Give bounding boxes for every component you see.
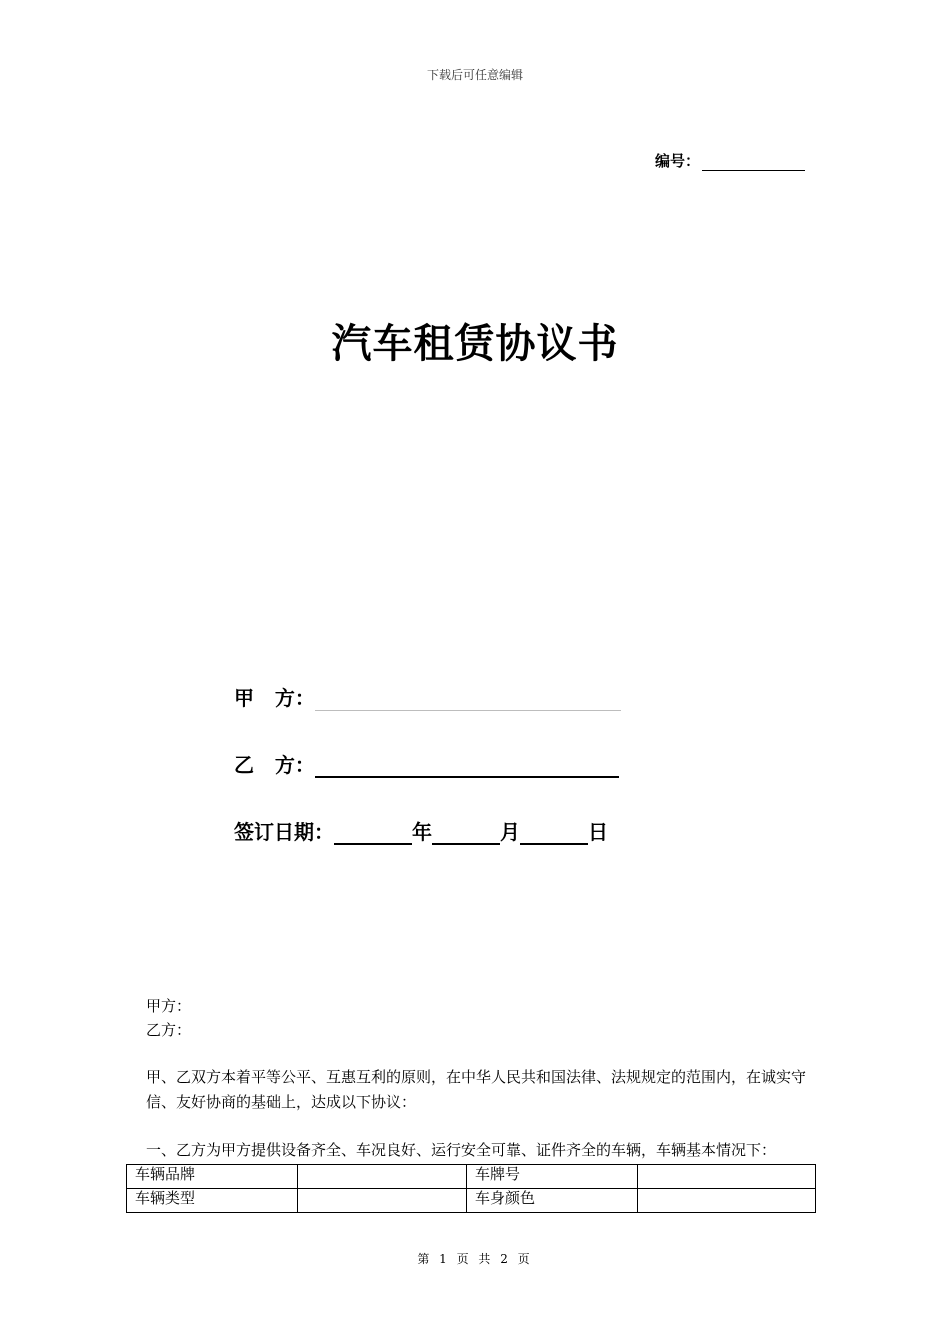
- cover-party-b: [234, 749, 619, 778]
- doc-number: [655, 150, 805, 171]
- cover-party-b-label: 乙 方：: [234, 753, 315, 777]
- sign-date-label: 签订日期：: [234, 820, 334, 844]
- body-party-b: 乙方：: [146, 1021, 192, 1039]
- table-cell: 车牌号: [467, 1165, 638, 1189]
- vehicle-info-table: [126, 1164, 816, 1213]
- doc-number-blank: [702, 156, 805, 171]
- table-cell: [298, 1165, 467, 1189]
- year-blank: [334, 827, 412, 845]
- cover-party-a-label: 甲 方：: [234, 686, 315, 710]
- doc-number-label: 编号：: [655, 152, 701, 170]
- day-blank: [520, 827, 588, 845]
- table-row: [127, 1189, 816, 1213]
- month-label: 月: [500, 820, 520, 844]
- header-note: 下载后可任意编辑: [426, 68, 523, 82]
- table-cell: [298, 1189, 467, 1213]
- table-cell: 车身颜色: [467, 1189, 638, 1213]
- cover-party-b-blank: [315, 760, 619, 778]
- page-footer: 第 1 页 共 2 页: [417, 1252, 533, 1266]
- year-label: 年: [412, 820, 432, 844]
- body-party-a: 甲方：: [146, 997, 192, 1015]
- document-title: 汽车租赁协议书: [331, 320, 619, 367]
- table-cell: 车辆品牌: [127, 1165, 298, 1189]
- month-blank: [432, 827, 500, 845]
- cover-party-a: [234, 682, 621, 711]
- clause-1: 一、乙方为甲方提供设备齐全、车况良好、运行安全可靠、证件齐全的车辆，车辆基本情况下：: [146, 1141, 777, 1159]
- cover-party-a-blank: [315, 694, 621, 711]
- table-cell: [638, 1165, 816, 1189]
- table-cell: [638, 1189, 816, 1213]
- sign-date: [234, 816, 608, 845]
- day-label: 日: [588, 820, 608, 844]
- intro-paragraph: 甲、乙双方本着平等公平、互惠互利的原则，在中华人民共和国法律、法规规定的范围内，在诚实守信、友好协商的基础上，达成以下协议：: [146, 1068, 807, 1111]
- table-cell: 车辆类型: [127, 1189, 298, 1213]
- table-row: [127, 1165, 816, 1189]
